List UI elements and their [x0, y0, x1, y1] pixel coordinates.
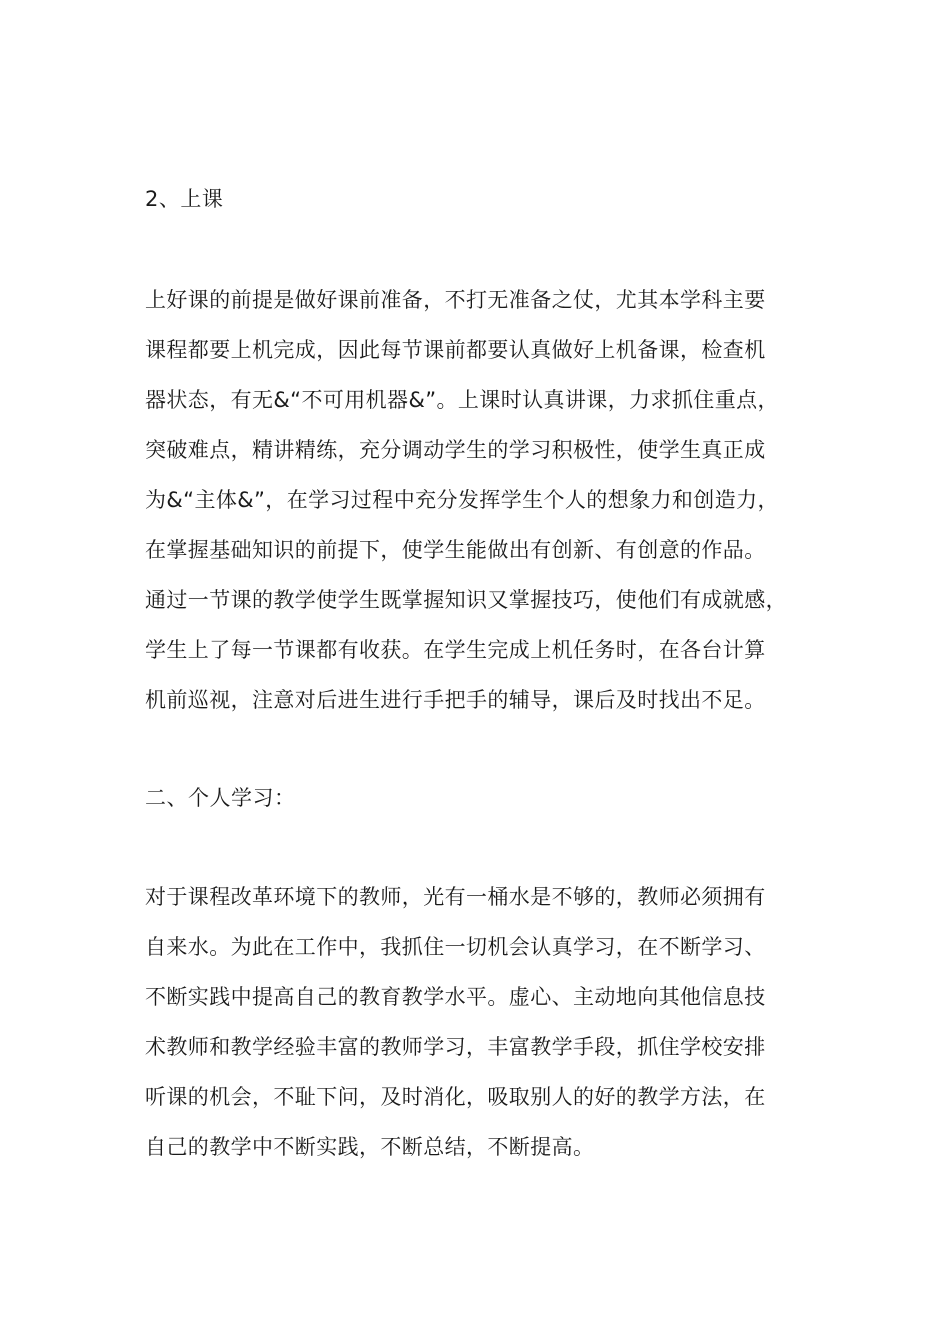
paragraph-line: 自来水。为此在工作中，我抓住一切机会认真学习，在不断学习、	[145, 935, 766, 959]
paragraph-line: 在掌握基础知识的前提下，使学生能做出有创新、有创意的作品。	[145, 538, 766, 562]
paragraph-personal-study	[145, 872, 845, 1172]
paragraph-line: 为&“主体&”，在学习过程中充分发挥学生个人的想象力和创造力，	[145, 488, 779, 512]
section-heading-lesson: 2、上课	[145, 187, 224, 211]
paragraph-line: 机前巡视，注意对后进生进行手把手的辅导，课后及时找出不足。	[145, 688, 766, 712]
paragraph-line: 对于课程改革环境下的教师，光有一桶水是不够的，教师必须拥有	[145, 885, 766, 909]
paragraph-line: 不断实践中提高自己的教育教学水平。虚心、主动地向其他信息技	[145, 985, 766, 1009]
paragraph-line: 术教师和教学经验丰富的教师学习，丰富教学手段，抓住学校安排	[145, 1035, 766, 1059]
paragraph-line: 通过一节课的教学使学生既掌握知识又掌握技巧，使他们有成就感，	[145, 588, 787, 612]
paragraph-line: 学生上了每一节课都有收获。在学生完成上机任务时，在各台计算	[145, 638, 766, 662]
paragraph-line: 突破难点，精讲精练，充分调动学生的学习积极性，使学生真正成	[145, 438, 766, 462]
paragraph-line: 上好课的前提是做好课前准备，不打无准备之仗，尤其本学科主要	[145, 288, 766, 312]
paragraph-line: 听课的机会，不耻下问，及时消化，吸取别人的好的教学方法，在	[145, 1085, 766, 1109]
paragraph-line: 器状态，有无&“不可用机器&”。上课时认真讲课，力求抓住重点，	[145, 388, 779, 412]
paragraph-line: 自己的教学中不断实践，不断总结，不断提高。	[145, 1135, 595, 1159]
section-heading-personal-study: 二、个人学习：	[145, 786, 296, 810]
paragraph-line: 课程都要上机完成，因此每节课前都要认真做好上机备课，检查机	[145, 338, 766, 362]
paragraph-lesson	[145, 275, 845, 725]
